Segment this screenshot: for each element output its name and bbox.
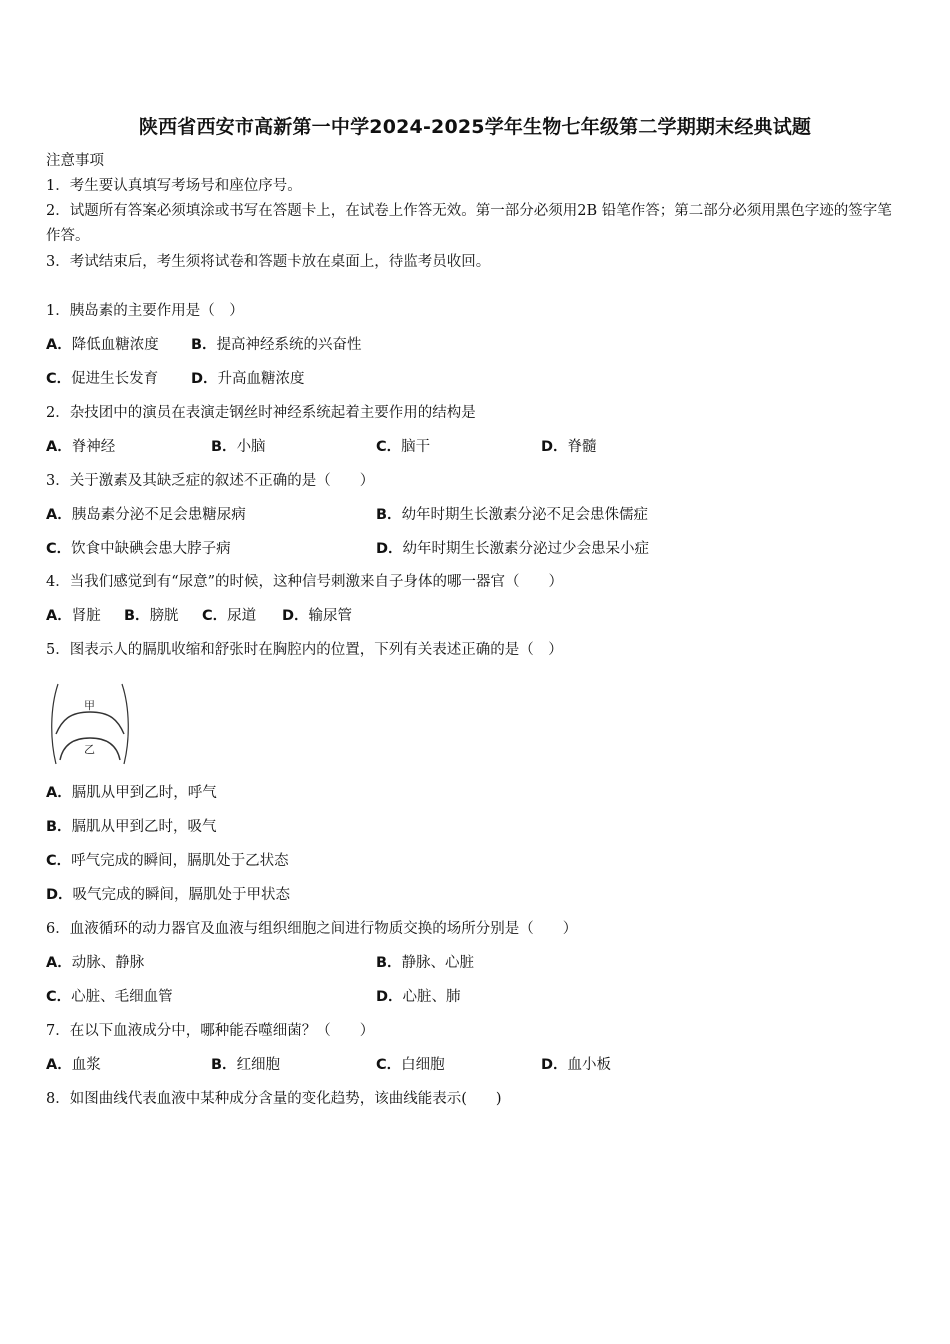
q1-option-b: B．提高神经系统的兴奋性	[191, 337, 362, 353]
q2-option-a: A．脊神经	[46, 439, 116, 455]
q4-option-b: B．膀胱	[124, 608, 179, 624]
notice-item-2: 2．试题所有答案必须填涂或书写在答题卡上，在试卷上作答无效。第一部分必须用2B 铅笔作答；第二部分必须用黑色字迹的签字笔作答。	[46, 203, 892, 244]
q5-option-c: C．呼气完成的瞬间，膈肌处于乙状态	[46, 853, 289, 869]
figure-label-yi: 乙	[84, 743, 95, 756]
question-7-stem: 7．在以下血液成分中，哪种能吞噬细菌？（ ）	[46, 1023, 375, 1039]
q6-option-b: B．静脉、心脏	[376, 955, 475, 971]
question-8-stem: 8．如图曲线代表血液中某种成分含量的变化趋势，该曲线能表示( )	[46, 1091, 502, 1107]
notice-heading: 注意事项	[46, 153, 104, 169]
q2-option-d: D．脊髓	[541, 439, 597, 455]
q7-option-b: B．红细胞	[211, 1057, 281, 1073]
q3-option-a: A．胰岛素分泌不足会患糖尿病	[46, 507, 246, 523]
q3-option-d: D．幼年时期生长激素分泌过少会患呆小症	[376, 541, 650, 557]
question-3-stem: 3．关于激素及其缺乏症的叙述不正确的是（ ）	[46, 473, 375, 489]
diaphragm-figure	[48, 678, 132, 768]
q5-option-b: B．膈肌从甲到乙时，吸气	[46, 819, 217, 835]
question-1-stem: 1．胰岛素的主要作用是（ ）	[46, 303, 244, 319]
q2-option-b: B．小脑	[211, 439, 266, 455]
q7-option-d: D．血小板	[541, 1057, 612, 1073]
q1-option-a: A．降低血糖浓度	[46, 337, 159, 353]
q3-option-c: C．饮食中缺碘会患大脖子病	[46, 541, 231, 557]
q7-option-a: A．血浆	[46, 1057, 101, 1073]
q4-option-d: D．输尿管	[282, 608, 353, 624]
question-2-stem: 2．杂技团中的演员在表演走钢丝时神经系统起着主要作用的结构是	[46, 405, 476, 421]
figure-label-jia: 甲	[84, 699, 95, 712]
q6-option-c: C．心脏、毛细血管	[46, 989, 173, 1005]
q1-option-d: D．升高血糖浓度	[191, 371, 305, 387]
q1-option-c: C．促进生长发育	[46, 371, 159, 387]
q4-option-c: C．尿道	[202, 608, 257, 624]
q4-option-a: A．肾脏	[46, 608, 101, 624]
question-6-stem: 6．血液循环的动力器官及血液与组织细胞之间进行物质交换的场所分别是（ ）	[46, 921, 578, 937]
q2-option-c: C．脑干	[376, 439, 431, 455]
q6-option-a: A．动脉、静脉	[46, 955, 145, 971]
q3-option-b: B．幼年时期生长激素分泌不足会患侏儒症	[376, 507, 649, 523]
notice-item-3: 3．考试结束后，考生须将试卷和答题卡放在桌面上，待监考员收回。	[46, 254, 491, 270]
question-5-stem: 5．图表示人的膈肌收缩和舒张时在胸腔内的位置，下列有关表述正确的是（ ）	[46, 642, 563, 658]
exam-title: 陕西省西安市高新第一中学2024-2025学年生物七年级第二学期期末经典试题	[138, 116, 812, 138]
notice-item-1: 1．考生要认真填写考场号和座位序号。	[46, 178, 302, 194]
question-4-stem: 4．当我们感觉到有“尿意”的时候，这种信号刺激来自子身体的哪一器官（ ）	[46, 574, 564, 590]
q5-option-a: A．膈肌从甲到乙时，呼气	[46, 785, 217, 801]
q7-option-c: C．白细胞	[376, 1057, 445, 1073]
q6-option-d: D．心脏、肺	[376, 989, 461, 1005]
q5-option-d: D．吸气完成的瞬间，膈肌处于甲状态	[46, 887, 291, 903]
